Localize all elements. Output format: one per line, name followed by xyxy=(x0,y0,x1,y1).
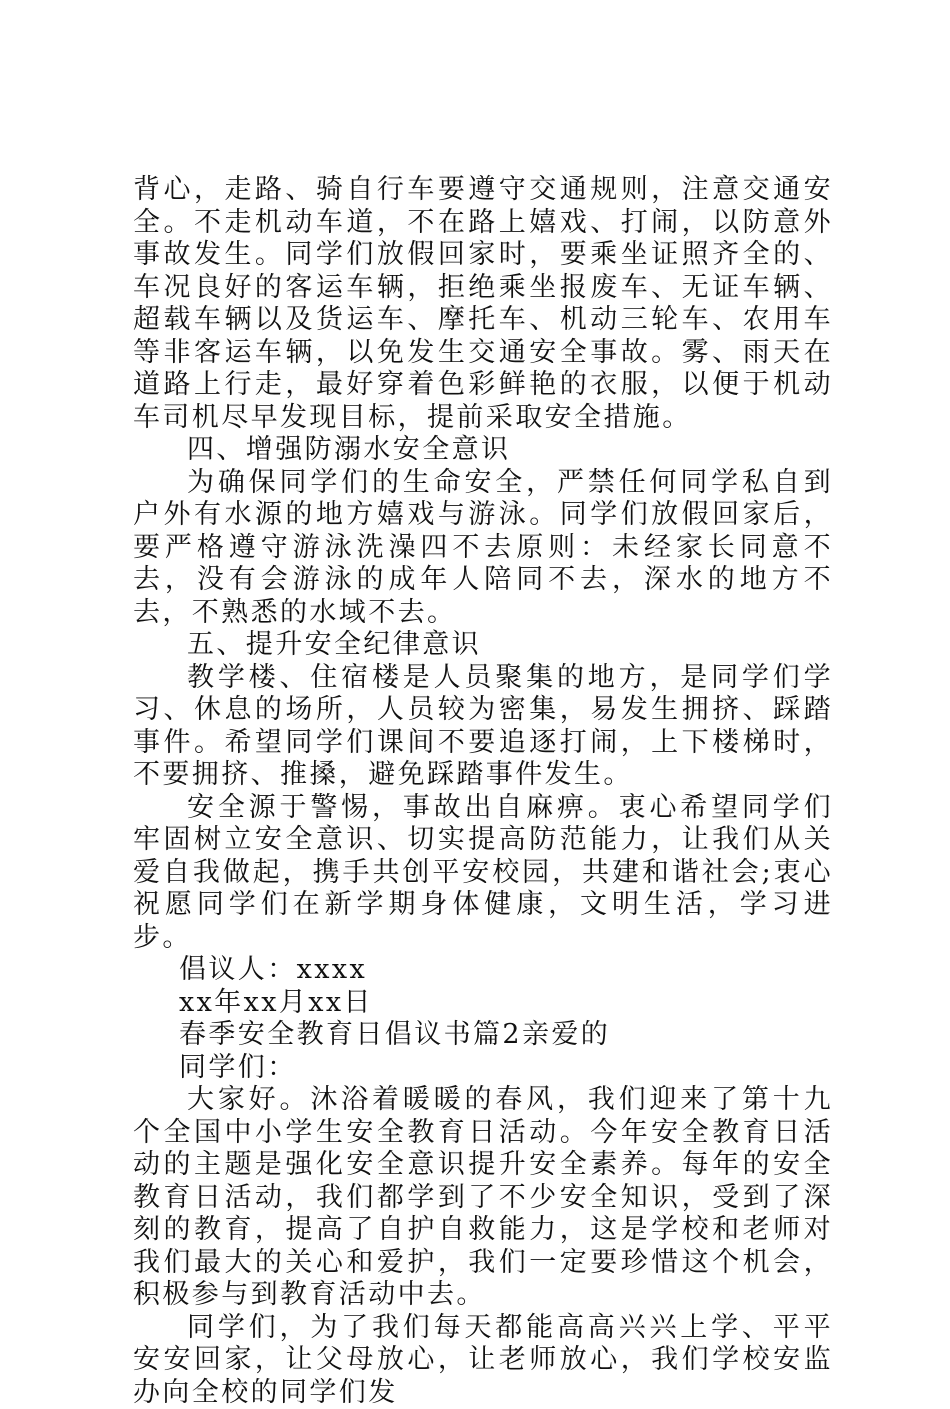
document-body xyxy=(133,174,833,1409)
second-proposal-title: 春季安全教育日倡议书篇2亲爱的 xyxy=(133,1019,833,1052)
signature-date: xx年xx月xx日 xyxy=(133,987,833,1020)
greeting: 同学们： xyxy=(133,1052,833,1085)
signature-initiator: 倡议人：xxxx xyxy=(133,954,833,987)
section-heading-drowning: 四、增强防溺水安全意识 xyxy=(133,434,833,467)
paragraph-call-to-action: 同学们，为了我们每天都能高高兴兴上学、平平安安回家，让父母放心，让老师放心，我们学校安监办向全校的同学们发 xyxy=(133,1312,833,1409)
paragraph-intro: 大家好。沐浴着暖暖的春风，我们迎来了第十九个全国中小学生安全教育日活动。今年安全教育日活动的主题是强化安全意识提升安全素养。每年的安全教育日活动，我们都学到了不少安全知识，受到了深刻的教育，提高了自护自救能力，这是学校和老师对我们最大的关心和爱护，我们一定要珍惜这个机会，积极参与到教育活动中去。 xyxy=(133,1084,833,1312)
paragraph-discipline: 教学楼、住宿楼是人员聚集的地方，是同学们学习、休息的场所，人员较为密集，易发生拥挤、踩踏事件。希望同学们课间不要追逐打闹，上下楼梯时，不要拥挤、推搡，避免踩踏事件发生。 xyxy=(133,662,833,792)
paragraph-drowning-safety: 为确保同学们的生命安全，严禁任何同学私自到户外有水源的地方嬉戏与游泳。同学们放假回家后，要严格遵守游泳洗澡四不去原则：未经家长同意不去，没有会游泳的成年人陪同不去，深水的地方不去，不熟悉的水域不去。 xyxy=(133,467,833,630)
paragraph-closing: 安全源于警惕，事故出自麻痹。衷心希望同学们牢固树立安全意识、切实提高防范能力，让我们从关爱自我做起，携手共创平安校园，共建和谐社会;衷心祝愿同学们在新学期身体健康，文明生活，学习进步。 xyxy=(133,792,833,955)
section-heading-discipline: 五、提升安全纪律意识 xyxy=(133,629,833,662)
paragraph-traffic-safety: 背心，走路、骑自行车要遵守交通规则，注意交通安全。不走机动车道，不在路上嬉戏、打闹，以防意外事故发生。同学们放假回家时，要乘坐证照齐全的、车况良好的客运车辆，拒绝乘坐报废车、无证车辆、超载车辆以及货运车、摩托车、机动三轮车、农用车等非客运车辆，以免发生交通安全事故。雾、雨天在道路上行走，最好穿着色彩鲜艳的衣服，以便于机动车司机尽早发现目标，提前采取安全措施。 xyxy=(133,174,833,434)
